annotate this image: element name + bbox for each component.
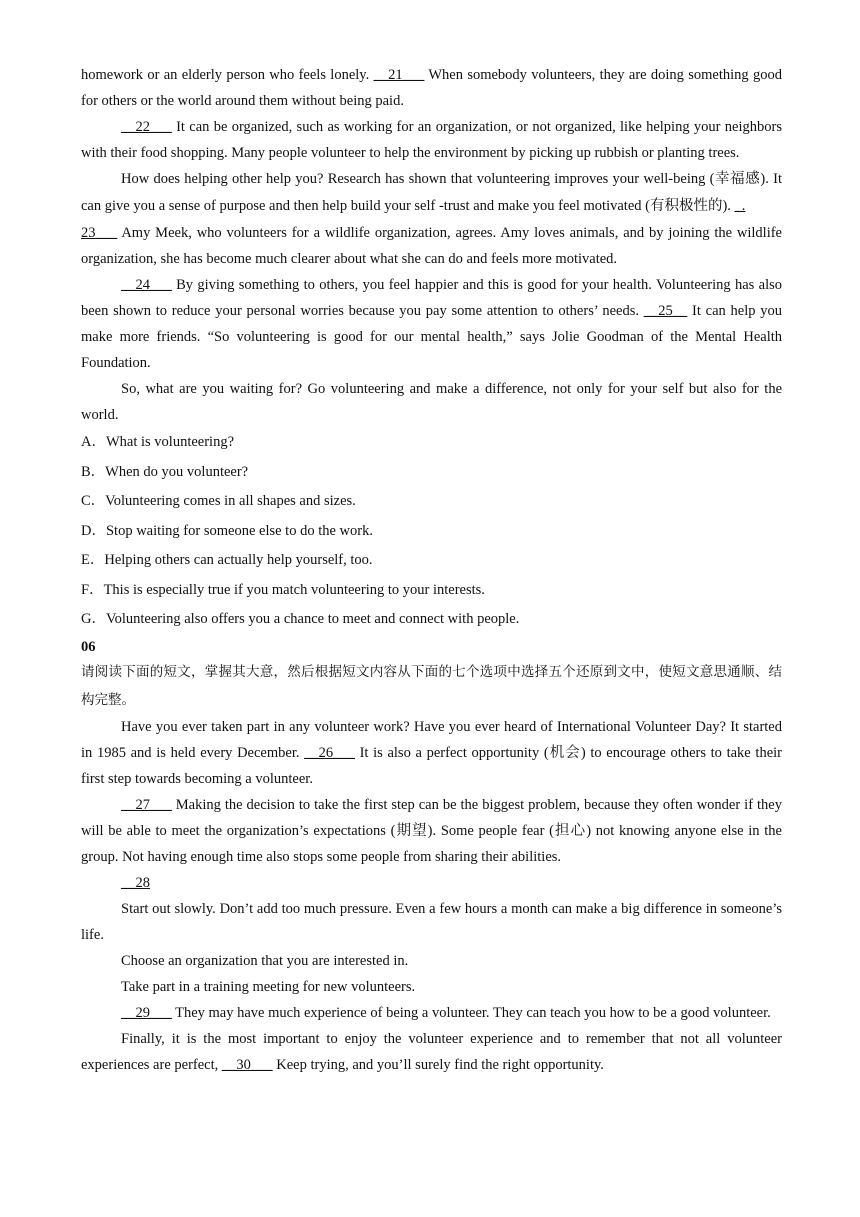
answer-blank-24[interactable]: __24___ [121, 277, 172, 293]
answer-blank-21[interactable]: __21___ [373, 67, 425, 83]
document-page [81, 62, 782, 1078]
paragraph: How does helping other help you? Research has shown that volunteering improves your well-being (幸福感). It can give you a sense of purpose and then help build your self -trust and make you feel motivated (有积极性的). _. [81, 171, 782, 214]
paragraph: Start out slowly. Don’t add too much pressure. Even a few hours a month can make a big difference in someone’s life. [81, 900, 782, 943]
paragraph: __24___ By giving something to others, you feel happier and this is good for your health. Volunteering has also been shown to reduce your personal worries because you pay some attention to others’ needs. __25__ It can help you make more friends. “So volunteering is good for our mental health,” says Jolie Goodman of the Mental Health Foundation. [81, 277, 782, 371]
paragraph: Have you ever taken part in any volunteer work? Have you ever heard of International Volunteer Day? It started in 1985 and is held every December. __26___ It is also a perfect opportunity (机会) to encourage others to take their first step towards becoming a volunteer. [81, 718, 782, 787]
answer-blank-22[interactable]: __22___ [121, 119, 172, 135]
paragraph: Take part in a training meeting for new volunteers. [121, 978, 416, 995]
answer-blank-30[interactable]: __30___ [221, 1056, 273, 1073]
answer-blank[interactable]: _. [734, 198, 746, 214]
answer-blank-29[interactable]: __29___ [121, 1004, 172, 1021]
paragraph: homework or an elderly person who feels lonely. __21___ When somebody volunteers, they are doing something good for others or the world around them without being paid. [81, 67, 782, 109]
paragraph [81, 870, 782, 896]
paragraph: So, what are you waiting for? Go volunteering and make a difference, not only for your self but also for the world. [81, 381, 782, 423]
section-number: 06 [81, 638, 96, 655]
paragraph: __29___ They may have much experience of being a volunteer. They can teach you how to be a good volunteer. [121, 1004, 771, 1021]
answer-blank-25[interactable]: __25__ [643, 303, 688, 319]
paragraph: Finally, it is the most important to enjoy the volunteer experience and to remember that not all volunteer experiences are perfect, __30___ Keep trying, and you’ll surely find the right opportunity. [81, 1030, 782, 1073]
option-e: E．Helping others can actually help yourself, too. [81, 552, 373, 568]
option-d: D．Stop waiting for someone else to do the work. [81, 522, 373, 539]
paragraph: Choose an organization that you are interested in. [121, 952, 409, 969]
paragraph: 23___ Amy Meek, who volunteers for a wildlife organization, agrees. Amy loves animals, and by joining the wildlife organization, she has become much clearer about what she can do and feels more motivated. [81, 225, 782, 267]
answer-blank-26[interactable]: __26___ [304, 744, 355, 761]
option-b: B．When do you volunteer? [81, 463, 249, 480]
option-g: G．Volunteering also offers you a chance to meet and connect with people. [81, 611, 520, 627]
options-list [81, 428, 782, 635]
answer-blank-28[interactable]: __28 [121, 874, 150, 891]
paragraph: __27___ Making the decision to take the first step can be the biggest problem, because they often wonder if they will be able to meet the organization’s expectations (期望). Some people fear (担心) not knowing anyone else in the group. Not having enough time also stops some people from sharing their abilities. [81, 796, 782, 865]
answer-blank-23[interactable]: 23___ [81, 225, 118, 241]
option-f: F．This is especially true if you match volunteering to your interests. [81, 581, 485, 598]
instructions: 请阅读下面的短文，掌握其大意，然后根据短文内容从下面的七个选项中选择五个还原到文中，使短文意思通顺、结构完整。 [81, 663, 782, 708]
option-c: C．Volunteering comes in all shapes and sizes. [81, 493, 356, 509]
answer-blank-27[interactable]: __27___ [121, 796, 172, 813]
paragraph: __22___ It can be organized, such as working for an organization, or not organized, like helping your neighbors with their food shopping. Many people volunteer to help the environment by picking up rubbish or planting trees. [81, 119, 782, 161]
option-a: A．What is volunteering? [81, 434, 235, 450]
